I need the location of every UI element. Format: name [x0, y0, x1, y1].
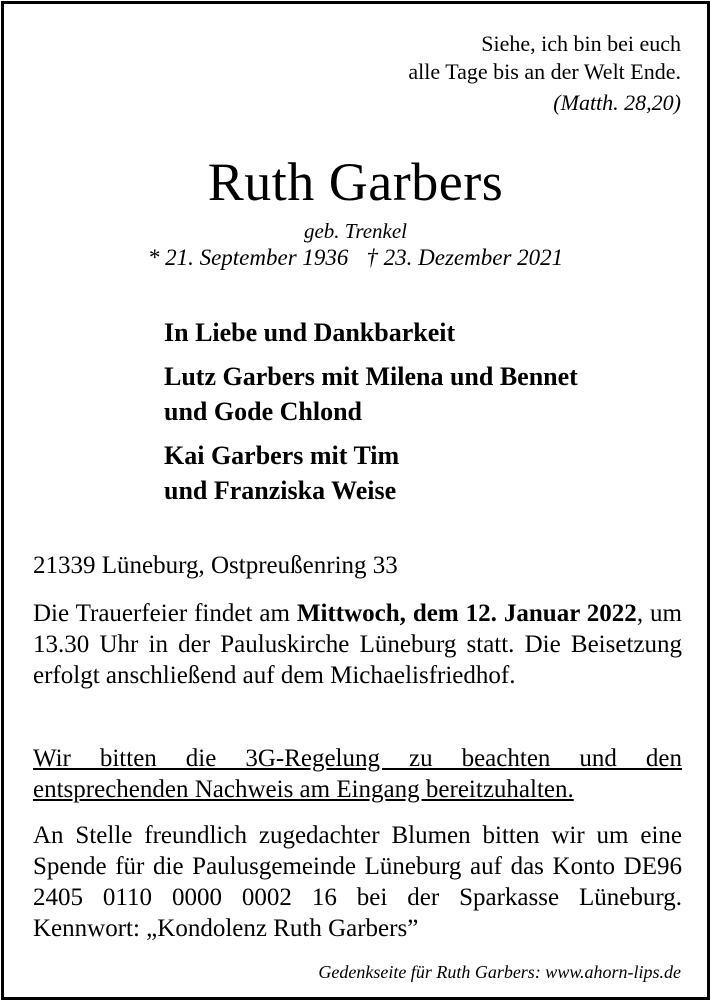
deceased-name: Ruth Garbers	[207, 152, 504, 212]
verse-line-2: alle Tage bis an der Welt Ende.	[408, 59, 681, 84]
family-address: 21339 Lüneburg, Ostpreußenring 33	[33, 552, 398, 579]
funeral-text-before: Die Trauerfeier findet am	[33, 600, 297, 627]
life-dates	[0, 245, 711, 271]
family-2-line-1: Kai Garbers mit Tim	[164, 441, 400, 470]
maiden-name: geb. Trenkel	[303, 219, 408, 243]
family-1-line-1: Lutz Garbers mit Milena und Bennet	[164, 362, 578, 391]
verse-reference: (Matth. 28,20)	[553, 90, 681, 115]
covid-notice: Wir bitten die 3G-Regelung zu beachten und den entsprechenden Nachweis am Eingang bereitzuhalten.	[33, 745, 682, 803]
bible-verse	[408, 30, 681, 117]
mourners-intro: In Liebe und Dankbarkeit	[164, 318, 456, 347]
funeral-text-after: , um 13.30 Uhr in der Pauluskirche Lüneburg statt. Die Beisetzung erfolgt anschließend auf dem Michaelisfriedhof.	[33, 600, 682, 689]
death-date: † 23. Dezember 2021	[366, 245, 564, 270]
verse-line-1: Siehe, ich bin bei euch	[481, 31, 681, 56]
donation-paragraph: An Stelle freundlich zugedachter Blumen bitten wir um eine Spende für die Paulusgemeinde Lüneburg auf das Konto DE96 2405 0110 0000 0002 16 bei der Sparkasse Lüneburg. Kennwort: „Kondolenz Ruth Garbers”	[33, 822, 682, 942]
family-1-line-2: und Gode Chlond	[164, 397, 362, 426]
funeral-date: Mittwoch, dem 12. Januar 2022	[296, 600, 637, 627]
funeral-paragraph	[33, 598, 682, 691]
mourners-block	[164, 315, 578, 508]
memorial-page-footer: Gedenkseite für Ruth Garbers: www.ahorn-lips.de	[318, 962, 681, 982]
family-2-line-2: und Franziska Weise	[164, 476, 397, 505]
birth-date: * 21. September 1936	[147, 245, 349, 270]
